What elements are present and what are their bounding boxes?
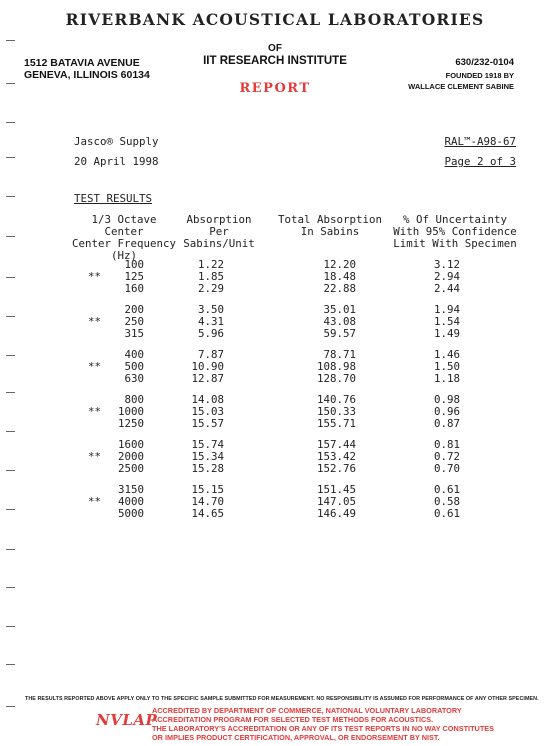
table-row [0, 271, 550, 283]
accreditation-line-1: ACCREDITED BY DEPARTMENT OF COMMERCE, NATIONAL VOLUNTARY LABORATORY [152, 706, 462, 715]
absorption-cell: 15.15 [191, 483, 224, 496]
column-header-line: Total Absorption [277, 213, 382, 226]
report-number: RAL™-A98-67 [444, 135, 516, 148]
row-group-gap [0, 475, 550, 484]
column-header-line: % Of Uncertainty [402, 213, 507, 226]
uncertainty-cell: 0.81 [433, 438, 460, 451]
absorption-cell: 15.03 [191, 405, 224, 418]
uncertainty-cell: 0.96 [433, 405, 460, 418]
column-header-line: Per [209, 225, 229, 238]
absorption-cell: 15.57 [191, 417, 224, 430]
of-label: OF [268, 43, 282, 54]
binder-tick [6, 549, 15, 550]
uncertainty-cell: 1.49 [433, 327, 460, 340]
frequency-cell: 800 [124, 393, 144, 406]
binder-tick [6, 196, 15, 197]
octave-marker: ** [88, 450, 102, 463]
frequency-cell: 1250 [117, 417, 144, 430]
frequency-cell: 630 [124, 372, 144, 385]
total-absorption-cell: 22.88 [323, 282, 356, 295]
binder-tick [6, 157, 15, 158]
table-row [0, 406, 550, 418]
absorption-cell: 10.90 [191, 360, 224, 373]
column-header-line: In Sabins [300, 225, 360, 238]
frequency-cell: 1000 [117, 405, 144, 418]
column-header-line: With 95% Confidence [393, 225, 517, 238]
row-group-gap [0, 340, 550, 349]
row-group-gap [0, 295, 550, 304]
frequency-cell: 4000 [117, 495, 144, 508]
uncertainty-cell: 1.18 [433, 372, 460, 385]
address-line-2: GENEVA, ILLINOIS 60134 [24, 69, 150, 81]
uncertainty-cell: 1.50 [433, 360, 460, 373]
uncertainty-cell: 0.72 [433, 450, 460, 463]
absorption-cell: 15.28 [191, 462, 224, 475]
accreditation-line-4: OR IMPLIES PRODUCT CERTIFICATION, APPROVAL, OR ENDORSEMENT BY NIST. [152, 733, 440, 742]
frequency-cell: 100 [124, 258, 144, 271]
table-row [0, 304, 550, 316]
column-header-line: Center Frequency [72, 237, 177, 250]
uncertainty-cell: 1.54 [433, 315, 460, 328]
frequency-cell: 2000 [117, 450, 144, 463]
uncertainty-cell: 0.98 [433, 393, 460, 406]
absorption-cell: 12.87 [191, 372, 224, 385]
lab-name-heading: RIVERBANK ACOUSTICAL LABORATORIES [65, 10, 485, 29]
row-group-gap [0, 385, 550, 394]
uncertainty-cell: 2.94 [433, 270, 460, 283]
phone-number: 630/232-0104 [455, 57, 514, 68]
uncertainty-cell: 0.61 [433, 507, 460, 520]
uncertainty-cell: 1.46 [433, 348, 460, 361]
uncertainty-cell: 0.70 [433, 462, 460, 475]
table-row [0, 394, 550, 406]
uncertainty-cell: 0.58 [433, 495, 460, 508]
table-row [0, 484, 550, 496]
column-header-line: 1/3 Octave Center [91, 213, 157, 238]
frequency-cell: 2500 [117, 462, 144, 475]
binder-tick [6, 626, 15, 627]
frequency-cell: 500 [124, 360, 144, 373]
accreditation-line-3: THE LABORATORY'S ACCREDITATION OR ANY OF ITS TEST REPORTS IN NO WAY CONSTITUTES [152, 724, 495, 733]
absorption-cell: 2.29 [197, 282, 224, 295]
column-header-line: Limit With Specimen [393, 237, 517, 250]
column-header-frequency [72, 214, 176, 262]
table-row [0, 451, 550, 463]
column-header-absorption [178, 214, 260, 250]
address-block [24, 57, 150, 81]
uncertainty-cell: 0.87 [433, 417, 460, 430]
page-indicator: Page 2 of 3 [444, 155, 516, 168]
total-absorption-cell: 140.76 [316, 393, 356, 406]
results-table [0, 259, 550, 520]
total-absorption-cell: 108.98 [316, 360, 356, 373]
octave-marker: ** [88, 315, 102, 328]
uncertainty-cell: 1.94 [433, 303, 460, 316]
founded-line-2: WALLACE CLEMENT SABINE [408, 82, 514, 91]
disclaimer-text: THE RESULTS REPORTED ABOVE APPLY ONLY TO THE SPECIFIC SAMPLE SUBMITTED FOR MEASUREMENT. NO RESPONSIBILITY IS ASSUMED FOR PERFORMANCE OF ANY OTHER SPECIMEN. [25, 696, 539, 702]
octave-marker: ** [88, 495, 102, 508]
frequency-cell: 200 [124, 303, 144, 316]
binder-tick [6, 587, 15, 588]
accreditation-block [152, 706, 494, 742]
total-absorption-cell: 152.76 [316, 462, 356, 475]
absorption-cell: 14.70 [191, 495, 224, 508]
table-row [0, 373, 550, 385]
octave-marker: ** [88, 360, 102, 373]
column-header-line: Sabins/Unit [183, 237, 255, 250]
absorption-cell: 4.31 [197, 315, 224, 328]
report-label: REPORT [239, 81, 311, 96]
absorption-cell: 7.87 [197, 348, 224, 361]
binder-tick [6, 706, 15, 707]
column-header-line: (Hz) [110, 249, 137, 262]
total-absorption-cell: 128.70 [316, 372, 356, 385]
table-row [0, 259, 550, 271]
total-absorption-cell: 78.71 [323, 348, 356, 361]
frequency-cell: 160 [124, 282, 144, 295]
total-absorption-cell: 151.45 [316, 483, 356, 496]
client-name: Jasco® Supply [74, 135, 159, 148]
row-group-gap [0, 430, 550, 439]
total-absorption-cell: 43.08 [323, 315, 356, 328]
address-line-1: 1512 BATAVIA AVENUE [24, 57, 140, 69]
total-absorption-cell: 12.20 [323, 258, 356, 271]
table-row [0, 349, 550, 361]
total-absorption-cell: 146.49 [316, 507, 356, 520]
table-row [0, 418, 550, 430]
binder-tick [6, 664, 15, 665]
binder-tick [6, 40, 15, 41]
absorption-cell: 15.74 [191, 438, 224, 451]
frequency-cell: 400 [124, 348, 144, 361]
total-absorption-cell: 59.57 [323, 327, 356, 340]
binder-tick [6, 236, 15, 237]
total-absorption-cell: 18.48 [323, 270, 356, 283]
table-row [0, 361, 550, 373]
frequency-cell: 5000 [117, 507, 144, 520]
uncertainty-cell: 3.12 [433, 258, 460, 271]
table-row [0, 328, 550, 340]
total-absorption-cell: 153.42 [316, 450, 356, 463]
report-date: 20 April 1998 [74, 155, 159, 168]
column-header-uncertainty [390, 214, 520, 250]
total-absorption-cell: 35.01 [323, 303, 356, 316]
frequency-cell: 250 [124, 315, 144, 328]
test-results-heading: TEST RESULTS [74, 192, 153, 205]
column-header-total-absorption [270, 214, 390, 238]
absorption-cell: 15.34 [191, 450, 224, 463]
absorption-cell: 3.50 [197, 303, 224, 316]
table-row [0, 463, 550, 475]
column-header-line: Absorption [186, 213, 252, 226]
table-row [0, 508, 550, 520]
frequency-cell: 315 [124, 327, 144, 340]
absorption-cell: 1.85 [197, 270, 224, 283]
accreditation-line-2: ACCREDITATION PROGRAM FOR SELECTED TEST METHODS FOR ACOUSTICS. [152, 715, 434, 724]
total-absorption-cell: 157.44 [316, 438, 356, 451]
total-absorption-cell: 150.33 [316, 405, 356, 418]
uncertainty-cell: 2.44 [433, 282, 460, 295]
institute-name: IIT RESEARCH INSTITUTE [203, 55, 347, 67]
frequency-cell: 125 [124, 270, 144, 283]
frequency-cell: 1600 [117, 438, 144, 451]
table-row [0, 283, 550, 295]
octave-marker: ** [88, 270, 102, 283]
table-row [0, 316, 550, 328]
binder-tick [6, 122, 15, 123]
absorption-cell: 14.08 [191, 393, 224, 406]
absorption-cell: 14.65 [191, 507, 224, 520]
frequency-cell: 3150 [117, 483, 144, 496]
total-absorption-cell: 147.05 [316, 495, 356, 508]
absorption-cell: 5.96 [197, 327, 224, 340]
table-row [0, 496, 550, 508]
nvlap-logo: NVLAP [96, 711, 158, 729]
total-absorption-cell: 155.71 [316, 417, 356, 430]
table-row [0, 439, 550, 451]
founded-line-1: FOUNDED 1918 BY [445, 71, 514, 80]
octave-marker: ** [88, 405, 102, 418]
absorption-cell: 1.22 [197, 258, 224, 271]
uncertainty-cell: 0.61 [433, 483, 460, 496]
